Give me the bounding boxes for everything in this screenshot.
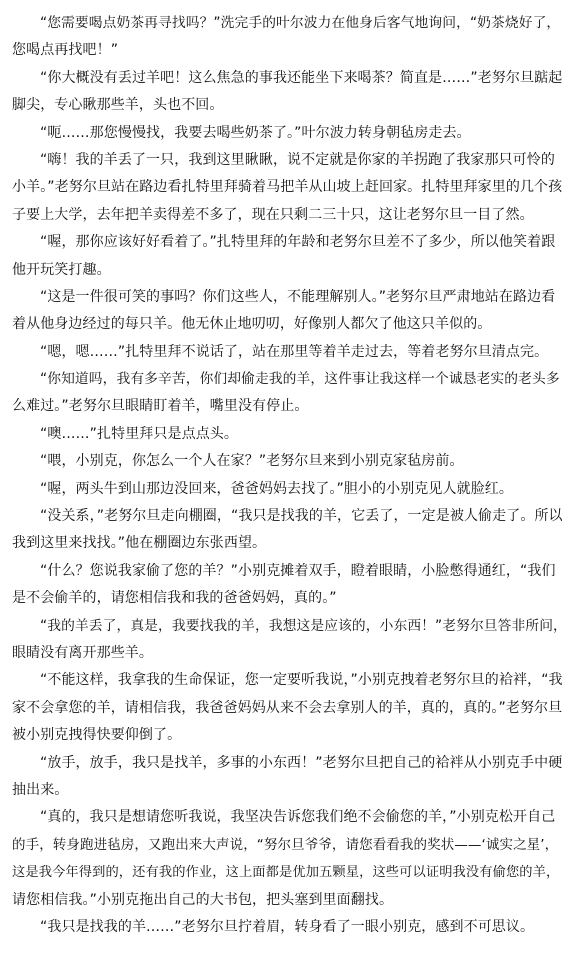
text-line: “你知道吗，我有多辛苦，你们却偷走我的羊，这件事让我这样一个诚恳老实的老头多: [40, 371, 560, 388]
text-line: “喂，小别克，你怎么一个人在家？”老努尔旦来到小别克家毡房前。: [40, 453, 464, 470]
text-line: 是不会偷羊的，请您相信我和我的爸爸妈妈，真的。”: [12, 590, 337, 607]
text-line: “您需要喝点奶茶再寻找吗？”洗完手的叶尔波力在他身后客气地询问，“奶茶烧好了，: [40, 15, 561, 31]
text-line: “喔，两头牛到山那边没回来，爸爸妈妈去找了。”胆小的小别克见人就脸红。: [40, 480, 514, 497]
text-line: 家不会拿您的羊，请相信我，我爸爸妈妈从来不会去拿别人的羊，真的，真的。”老努尔旦: [12, 699, 563, 716]
text-line: 这是我今年得到的，还有我的作业，这上面都是优加五颗星，这些可以证明我没有偷您的羊，: [12, 865, 560, 881]
text-line: “喔，那你应该好好看着了。”扎特里拜的年龄和老努尔旦差不了多少，所以他笑着跟: [40, 234, 556, 251]
text-line: 小羊。”老努尔旦站在路边看扎特里拜骑着马把羊从山坡上赶回家。扎特里拜家里的几个孩: [12, 179, 563, 196]
text-line: “嗯，嗯……”扎特里拜不说话了，站在那里等着羊走过去，等着老努尔旦清点完。: [40, 343, 549, 360]
text-line: “呃……那您慢慢找，我要去喝些奶茶了。”叶尔波力转身朝毡房走去。: [40, 124, 471, 141]
text-line: “我的羊丢了，真是，我要找我的羊，我想这是应该的，小东西！”老努尔旦答非所问，: [40, 617, 567, 634]
text-line: “放手，放手，我只是找羊，多事的小东西！”老努尔旦把自己的袷袢从小别克手中硬: [40, 754, 563, 771]
text-line: 眼睛没有离开那些羊。: [12, 644, 153, 661]
text-line: 子要上大学，去年把羊卖得差不多了，现在只剩二三十只，这让老努尔旦一目了然。: [12, 206, 534, 223]
text-line: “什么？您说我家偷了您的羊？”小别克摊着双手，瞪着眼睛，小脸憋得通红，“我们: [40, 562, 556, 579]
text-line: “这是一件很可笑的事吗？你们这些人，不能理解别人。”老努尔旦严肃地站在路边看: [40, 288, 556, 305]
text-line: 被小别克拽得快要仰倒了。: [12, 727, 182, 744]
text-line: “你大概没有丢过羊吧！这么焦急的事我还能坐下来喝茶？简直是……”老努尔旦踮起: [40, 69, 563, 86]
text-line: 脚尖，专心瞅那些羊，头也不回。: [12, 97, 224, 114]
text-line: 请您相信我。”小别克拖出自己的大书包，把头塞到里面翻找。: [12, 891, 394, 908]
text-line: “噢……”扎特里拜只是点点头。: [40, 425, 239, 442]
text-line: “我只是找我的羊……”老努尔旦拧着眉，转身看了一眼小别克，感到不可思议。: [40, 918, 535, 935]
text-line: 么难过。”老努尔旦眼睛盯着羊，嘴里没有停止。: [12, 398, 309, 415]
text-line: 的手，转身跑进毡房，又跑出来大声说，“努尔旦爷爷，请您看看我的奖状——‘诚实之星’，: [12, 836, 559, 853]
text-line: 我到这里来找找。”他在棚圈边东张西望。: [12, 535, 267, 552]
text-line: 您喝点再找吧！”: [12, 42, 119, 59]
text-line: “真的，我只是想请您听我说，我坚决告诉您我们绝不会偷您的羊，”小别克松开自己: [40, 809, 556, 826]
text-line: “不能这样，我拿我的生命保证，您一定要听我说，”小别克拽着老努尔旦的袷袢，“我: [40, 672, 563, 689]
text-line: 着从他身边经过的每只羊。他无休止地叨叨，好像别人都欠了他这只羊似的。: [12, 316, 492, 333]
text-line: 他开玩笑打趣。: [12, 261, 111, 278]
text-line: “没关系，”老努尔旦走向棚圈，“我只是找我的羊，它丢了，一定是被人偷走了。所以: [40, 508, 563, 525]
text-line: “嗨！我的羊丢了一只，我到这里瞅瞅，说不定就是你家的羊拐跑了我家那只可怜的: [40, 151, 555, 168]
text-line: 抽出来。: [12, 781, 69, 798]
